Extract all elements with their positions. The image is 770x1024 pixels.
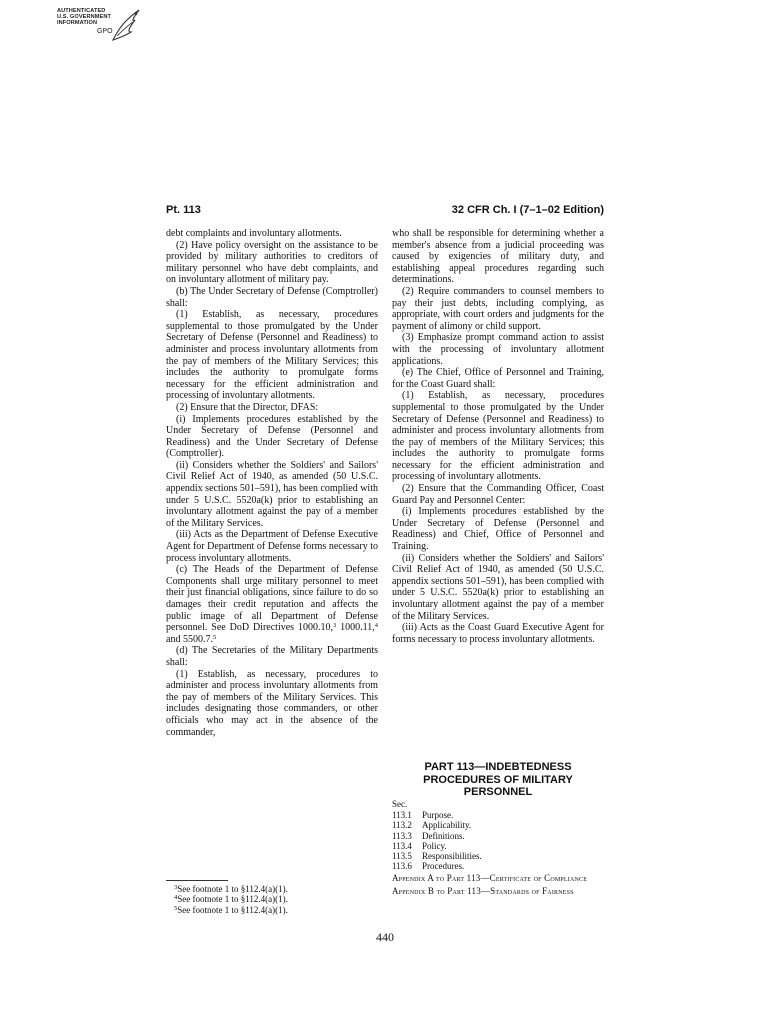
right-column	[392, 228, 604, 645]
section-number: 113.1	[392, 810, 412, 821]
sec-label: Sec.	[392, 799, 408, 809]
paragraph: (i) Implements procedures established by the Under Secretary of Defense (Personnel and Readiness) and Chief, Office of Personnel and Training.	[392, 506, 604, 553]
footnote	[166, 884, 378, 894]
eagle-icon	[109, 6, 143, 46]
footnotes	[166, 884, 378, 915]
directive-ref: and 5500.7.	[166, 633, 213, 645]
logo-text	[57, 8, 111, 27]
section-row[interactable]	[392, 810, 604, 820]
section-title: Applicability.	[422, 820, 472, 831]
paragraph: (3) Emphasize prompt command action to assist with the processing of involuntary allotment applications.	[392, 332, 604, 367]
footnote-text: See footnote 1 to §112.4(a)(1).	[177, 884, 288, 894]
page-number: 440	[376, 930, 394, 944]
section-title: Responsibilities.	[422, 851, 482, 862]
section-row[interactable]	[392, 861, 604, 871]
footnote-text: See footnote 1 to §112.4(a)(1).	[177, 894, 288, 905]
paragraph: (2) Have policy oversight on the assistance to be provided by military authorities to creditors of military personnel who have debt complaints, and on involuntary allotment of military pay.	[166, 239, 378, 286]
section-title: Policy.	[422, 840, 447, 851]
footnote-ref[interactable]: 3	[332, 622, 337, 630]
paragraph: (2) Require commanders to counsel members to pay their just debts, including complying, as appropriate, with court orders and judgments for the payment of alimony or child support.	[392, 285, 604, 332]
footnote-ref[interactable]: 4	[374, 622, 378, 630]
section-row[interactable]	[392, 851, 604, 861]
section-number: 113.4	[392, 840, 412, 851]
running-head-left: Pt. 113	[166, 204, 201, 216]
paragraph: (ii) Considers whether the Soldiers' and Sailors' Civil Relief Act of 1940, as amended (50 U.S.C. appendix sections 501–591), has been complied with under 5 U.S.C. 5520a(k) prior to establishing an involuntary allotment against the pay of a member of the Military Services.	[166, 459, 378, 529]
left-column	[166, 228, 378, 738]
section-title: Procedures.	[422, 861, 465, 872]
running-head-right: 32 CFR Ch. I (7–1–02 Edition)	[451, 204, 604, 216]
gpo-mark: GPO	[97, 28, 113, 35]
part-heading: PART 113—INDEBTEDNESS PROCEDURES OF MILITARY PERSONNEL	[423, 761, 573, 798]
paragraph: (2) Ensure that the Director, DFAS:	[176, 401, 319, 413]
appendix-entry[interactable]: Appendix A to Part 113—Certificate of Compliance	[392, 873, 588, 884]
paragraph-text: (c) The Heads of the Department of Defense Components shall urge military personnel to meet their just financial obligations, since failure to do so damages their credit reputation and affects the public image of all Department of Defense personnel. See DoD Directives 1000.10,	[166, 564, 378, 634]
section-number: 113.2	[392, 820, 412, 831]
logo-line: INFORMATION	[57, 20, 98, 27]
section-number: 113.5	[392, 851, 412, 862]
footnote	[166, 905, 378, 915]
paragraph: (e) The Chief, Office of Personnel and Training, for the Coast Guard shall:	[392, 367, 604, 390]
footnote-text: See footnote 1 to §112.4(a)(1).	[177, 904, 288, 915]
gpo-authenticated-logo	[57, 6, 147, 48]
paragraph: (2) Ensure that the Commanding Officer, Coast Guard Pay and Personnel Center:	[392, 483, 604, 506]
running-head	[166, 204, 604, 218]
paragraph: (i) Implements procedures established by the Under Secretary of Defense (Personnel and Readiness) and the Under Secretary of Defense (Comptroller).	[166, 413, 378, 460]
section-number: 113.6	[392, 861, 412, 872]
footnote-ref[interactable]: 5	[212, 633, 217, 641]
footnote-number: 3	[174, 884, 178, 891]
directive-ref: 1000.11,	[340, 622, 375, 634]
section-title: Definitions.	[422, 830, 465, 841]
paragraph: (1) Establish, as necessary, procedures supplemental to those promulgated by the Under Secretary of Defense (Personnel and Readiness) to administer and process involuntary allotments from the pay of members of the Military Services; this includes the authority to promulgate forms necessary for the efficient administration and processing of involuntary allotments.	[392, 390, 604, 483]
section-list	[392, 799, 604, 896]
section-number: 113.3	[392, 830, 412, 841]
paragraph: (iii) Acts as the Coast Guard Executive Agent for forms necessary to process involuntary allotments.	[392, 622, 604, 645]
appendix-entry[interactable]: Appendix B to Part 113—Standards of Fairness	[392, 885, 574, 896]
paragraph-with-footnotes	[166, 564, 378, 645]
paragraph: (1) Establish, as necessary, procedures supplemental to those promulgated by the Under Secretary of Defense (Personnel and Readiness) to administer and process involuntary allotments from the pay of members of the Military Services; this includes the authority to promulgate forms necessary for the efficient administration and processing of involuntary allotments.	[166, 309, 378, 402]
paragraph: (1) Establish, as necessary, procedures to administer and process involuntary allotments from the pay of members of the Military Services. This includes designating those commanders, or other officials who may act in the absence of the commander,	[166, 668, 378, 738]
footnote-rule	[166, 880, 228, 881]
section-row[interactable]	[392, 841, 604, 851]
paragraph: debt complaints and involuntary allotments.	[166, 228, 342, 239]
paragraph: (ii) Considers whether the Soldiers' and Sailors' Civil Relief Act of 1940, as amended (50 U.S.C. appendix sections 501–591), has been complied with under 5 U.S.C. 5520a(k) prior to establishing an involuntary allotment against the pay of a member of the Military Services.	[392, 552, 604, 622]
footnote-number: 5	[174, 904, 178, 912]
logo-line: U.S. GOVERNMENT	[57, 14, 112, 21]
paragraph: (iii) Acts as the Department of Defense Executive Agent for Department of Defense forms necessary to process involuntary allotments.	[166, 529, 378, 564]
logo-line: AUTHENTICATED	[57, 8, 106, 14]
section-row[interactable]	[392, 820, 604, 830]
paragraph: who shall be responsible for determining whether a member's absence from a judicial proceeding was caused by exigencies of military duty, and establishing appeal procedures regarding such determinations.	[392, 228, 604, 286]
paragraph: (d) The Secretaries of the Military Departments shall:	[166, 645, 378, 668]
section-row[interactable]	[392, 831, 604, 841]
footnote	[166, 894, 378, 904]
footnote-number: 4	[174, 894, 178, 902]
section-title: Purpose.	[422, 810, 454, 821]
paragraph: (b) The Under Secretary of Defense (Comptroller) shall:	[166, 285, 378, 309]
